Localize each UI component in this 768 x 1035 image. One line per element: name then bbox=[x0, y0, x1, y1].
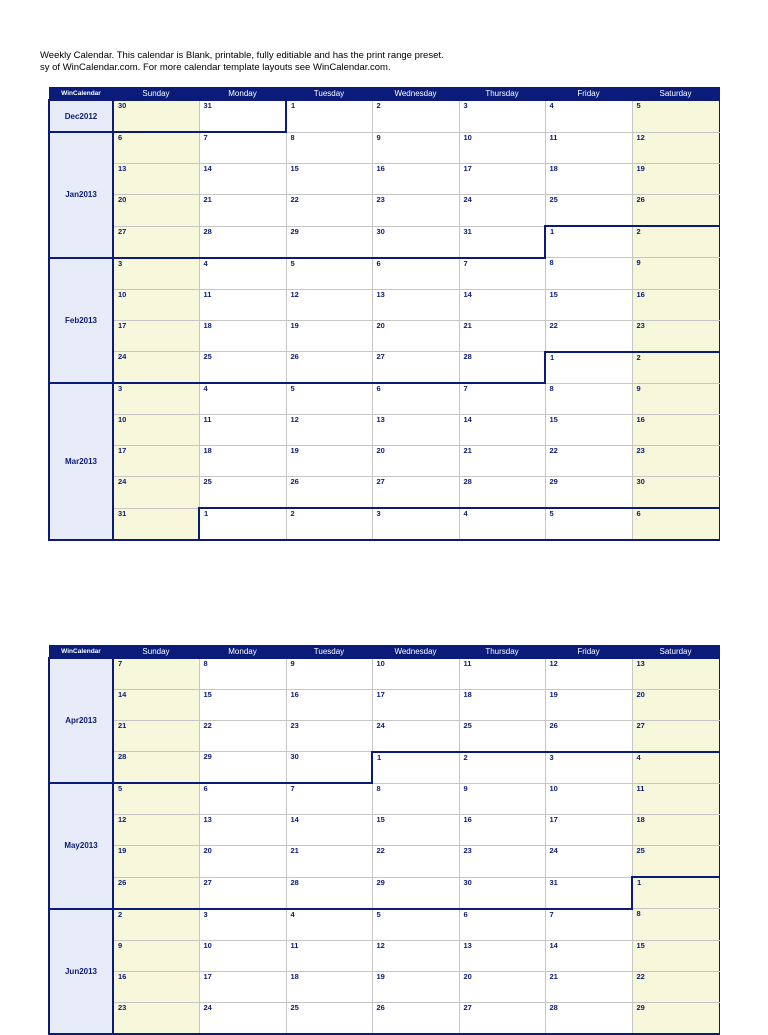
day-cell[interactable]: 23 bbox=[113, 1002, 199, 1034]
day-cell[interactable]: 4 bbox=[286, 909, 372, 941]
intro-line-2: sy of WinCalendar.com. For more calendar template layouts see WinCalendar.com. bbox=[40, 62, 391, 73]
day-cell[interactable]: 11 bbox=[199, 289, 286, 320]
week-row bbox=[49, 477, 719, 509]
day-cell[interactable]: 17 bbox=[372, 689, 459, 720]
day-cell[interactable]: 24 bbox=[113, 477, 199, 509]
day-cell[interactable]: 17 bbox=[545, 815, 632, 846]
day-cell[interactable]: 10 bbox=[459, 132, 545, 164]
day-cell[interactable]: 27 bbox=[632, 720, 719, 752]
day-cell[interactable]: 16 bbox=[459, 815, 545, 846]
day-cell[interactable]: 10 bbox=[545, 783, 632, 815]
day-cell[interactable]: 7 bbox=[459, 383, 545, 415]
day-cell[interactable]: 12 bbox=[632, 132, 719, 164]
day-cell[interactable]: 3 bbox=[113, 258, 199, 290]
week-row bbox=[49, 752, 719, 784]
day-cell[interactable]: 30 bbox=[113, 100, 199, 132]
day-cell[interactable]: 31 bbox=[113, 508, 199, 540]
week-row bbox=[49, 909, 719, 941]
day-cell[interactable]: 15 bbox=[199, 689, 286, 720]
day-cell[interactable]: 27 bbox=[372, 352, 459, 384]
day-cell[interactable]: 31 bbox=[459, 226, 545, 258]
day-cell[interactable]: 14 bbox=[286, 815, 372, 846]
day-header-friday: Friday bbox=[545, 646, 632, 659]
day-cell[interactable]: 23 bbox=[286, 720, 372, 752]
day-cell[interactable]: 27 bbox=[372, 477, 459, 509]
day-cell[interactable]: 19 bbox=[113, 846, 199, 878]
day-cell[interactable]: 20 bbox=[632, 689, 719, 720]
day-cell[interactable]: 19 bbox=[286, 320, 372, 352]
day-cell[interactable]: 10 bbox=[372, 658, 459, 689]
day-cell[interactable]: 12 bbox=[545, 658, 632, 689]
day-cell[interactable]: 22 bbox=[545, 446, 632, 477]
day-cell[interactable]: 2 bbox=[632, 226, 719, 258]
day-cell[interactable]: 9 bbox=[286, 658, 372, 689]
day-cell[interactable]: 1 bbox=[372, 752, 459, 784]
month-label: Feb2013 bbox=[49, 258, 113, 384]
day-header-tuesday: Tuesday bbox=[286, 646, 372, 659]
day-header-sunday: Sunday bbox=[113, 88, 199, 101]
day-cell[interactable]: 24 bbox=[372, 720, 459, 752]
day-cell[interactable]: 22 bbox=[372, 846, 459, 878]
day-cell[interactable]: 26 bbox=[372, 1002, 459, 1034]
week-row bbox=[49, 783, 719, 815]
day-cell[interactable]: 18 bbox=[199, 320, 286, 352]
month-label: Apr2013 bbox=[49, 658, 113, 783]
day-cell[interactable]: 25 bbox=[459, 720, 545, 752]
day-cell[interactable]: 18 bbox=[632, 815, 719, 846]
day-cell[interactable]: 27 bbox=[199, 877, 286, 909]
day-cell[interactable]: 5 bbox=[545, 508, 632, 540]
day-cell[interactable]: 10 bbox=[113, 289, 199, 320]
day-cell[interactable]: 3 bbox=[113, 383, 199, 415]
day-cell[interactable]: 28 bbox=[459, 477, 545, 509]
day-cell[interactable]: 5 bbox=[286, 383, 372, 415]
week-row bbox=[49, 971, 719, 1002]
day-cell[interactable]: 9 bbox=[632, 383, 719, 415]
week-row bbox=[49, 132, 719, 164]
day-cell[interactable]: 11 bbox=[459, 658, 545, 689]
day-cell[interactable]: 7 bbox=[286, 783, 372, 815]
day-cell[interactable]: 30 bbox=[632, 477, 719, 509]
day-cell[interactable]: 2 bbox=[286, 508, 372, 540]
day-cell[interactable]: 17 bbox=[199, 971, 286, 1002]
day-cell[interactable]: 14 bbox=[113, 689, 199, 720]
day-cell[interactable]: 8 bbox=[286, 132, 372, 164]
day-cell[interactable]: 19 bbox=[286, 446, 372, 477]
week-row bbox=[49, 446, 719, 477]
day-header-thursday: Thursday bbox=[459, 646, 545, 659]
day-cell[interactable]: 3 bbox=[372, 508, 459, 540]
day-cell[interactable]: 7 bbox=[459, 258, 545, 290]
day-cell[interactable]: 22 bbox=[545, 320, 632, 352]
day-cell[interactable]: 6 bbox=[632, 508, 719, 540]
day-cell[interactable]: 15 bbox=[632, 940, 719, 971]
day-cell[interactable]: 12 bbox=[113, 815, 199, 846]
day-cell[interactable]: 12 bbox=[372, 940, 459, 971]
day-cell[interactable]: 16 bbox=[372, 164, 459, 195]
day-cell[interactable]: 31 bbox=[545, 877, 632, 909]
week-row bbox=[49, 940, 719, 971]
day-cell[interactable]: 25 bbox=[199, 352, 286, 384]
day-cell[interactable]: 26 bbox=[286, 477, 372, 509]
week-row bbox=[49, 289, 719, 320]
week-row bbox=[49, 846, 719, 878]
day-cell[interactable]: 2 bbox=[113, 909, 199, 941]
day-cell[interactable]: 29 bbox=[199, 752, 286, 784]
day-cell[interactable]: 23 bbox=[459, 846, 545, 878]
day-header-wednesday: Wednesday bbox=[372, 646, 459, 659]
day-cell[interactable]: 20 bbox=[459, 971, 545, 1002]
day-cell[interactable]: 25 bbox=[545, 195, 632, 227]
day-cell[interactable]: 22 bbox=[199, 720, 286, 752]
day-cell[interactable]: 21 bbox=[459, 446, 545, 477]
month-label: May2013 bbox=[49, 783, 113, 909]
week-row bbox=[49, 383, 719, 415]
day-cell[interactable]: 14 bbox=[199, 164, 286, 195]
calendar-table-1 bbox=[48, 87, 720, 541]
day-cell[interactable]: 24 bbox=[113, 352, 199, 384]
day-cell[interactable]: 21 bbox=[545, 971, 632, 1002]
day-cell[interactable]: 7 bbox=[545, 909, 632, 941]
day-cell[interactable]: 28 bbox=[459, 352, 545, 384]
day-cell[interactable]: 8 bbox=[372, 783, 459, 815]
day-cell[interactable]: 16 bbox=[113, 971, 199, 1002]
day-cell[interactable]: 13 bbox=[459, 940, 545, 971]
day-cell[interactable]: 18 bbox=[286, 971, 372, 1002]
day-cell[interactable]: 24 bbox=[545, 846, 632, 878]
day-cell[interactable]: 27 bbox=[113, 226, 199, 258]
day-cell[interactable]: 11 bbox=[199, 415, 286, 446]
week-row bbox=[49, 195, 719, 227]
day-cell[interactable]: 7 bbox=[199, 132, 286, 164]
day-cell[interactable]: 7 bbox=[113, 658, 199, 689]
day-cell[interactable]: 17 bbox=[113, 320, 199, 352]
day-cell[interactable]: 8 bbox=[545, 383, 632, 415]
day-cell[interactable]: 15 bbox=[286, 164, 372, 195]
day-cell[interactable]: 30 bbox=[372, 226, 459, 258]
day-header-wednesday: Wednesday bbox=[372, 88, 459, 101]
intro-text bbox=[40, 50, 760, 74]
day-cell[interactable]: 15 bbox=[545, 415, 632, 446]
day-cell[interactable]: 18 bbox=[199, 446, 286, 477]
week-row bbox=[49, 258, 719, 290]
day-cell[interactable]: 12 bbox=[286, 415, 372, 446]
day-cell[interactable]: 29 bbox=[372, 877, 459, 909]
day-cell[interactable]: 20 bbox=[372, 320, 459, 352]
day-cell[interactable]: 11 bbox=[632, 783, 719, 815]
day-cell[interactable]: 4 bbox=[545, 100, 632, 132]
day-cell[interactable]: 29 bbox=[286, 226, 372, 258]
day-cell[interactable]: 24 bbox=[199, 1002, 286, 1034]
week-row bbox=[49, 320, 719, 352]
day-cell[interactable]: 2 bbox=[459, 752, 545, 784]
day-cell[interactable]: 5 bbox=[632, 100, 719, 132]
day-cell[interactable]: 21 bbox=[459, 320, 545, 352]
day-cell[interactable]: 22 bbox=[632, 971, 719, 1002]
day-cell[interactable]: 4 bbox=[459, 508, 545, 540]
day-cell[interactable]: 27 bbox=[459, 1002, 545, 1034]
day-cell[interactable]: 6 bbox=[113, 132, 199, 164]
day-cell[interactable]: 1 bbox=[286, 100, 372, 132]
day-cell[interactable]: 4 bbox=[199, 258, 286, 290]
day-cell[interactable]: 6 bbox=[459, 909, 545, 941]
week-row bbox=[49, 352, 719, 384]
week-row bbox=[49, 815, 719, 846]
day-cell[interactable]: 5 bbox=[372, 909, 459, 941]
day-cell[interactable]: 19 bbox=[372, 971, 459, 1002]
day-cell[interactable]: 16 bbox=[286, 689, 372, 720]
day-cell[interactable]: 13 bbox=[372, 415, 459, 446]
day-cell[interactable]: 20 bbox=[372, 446, 459, 477]
week-row bbox=[49, 415, 719, 446]
day-cell[interactable]: 10 bbox=[199, 940, 286, 971]
day-cell[interactable]: 26 bbox=[545, 720, 632, 752]
day-cell[interactable]: 15 bbox=[545, 289, 632, 320]
week-row bbox=[49, 508, 719, 540]
calendar-table-2 bbox=[48, 645, 720, 1035]
day-cell[interactable]: 1 bbox=[545, 352, 632, 384]
week-row bbox=[49, 1002, 719, 1034]
day-cell[interactable]: 9 bbox=[113, 940, 199, 971]
day-cell[interactable]: 28 bbox=[286, 877, 372, 909]
day-cell[interactable]: 20 bbox=[199, 846, 286, 878]
month-label: Mar2013 bbox=[49, 383, 113, 540]
day-cell[interactable]: 5 bbox=[286, 258, 372, 290]
day-cell[interactable]: 5 bbox=[113, 783, 199, 815]
day-cell[interactable]: 2 bbox=[632, 352, 719, 384]
month-label: Jan2013 bbox=[49, 132, 113, 258]
day-cell[interactable]: 18 bbox=[545, 164, 632, 195]
day-cell[interactable]: 24 bbox=[459, 195, 545, 227]
day-header-monday: Monday bbox=[199, 646, 286, 659]
day-cell[interactable]: 30 bbox=[459, 877, 545, 909]
week-row bbox=[49, 877, 719, 909]
day-cell[interactable]: 1 bbox=[545, 226, 632, 258]
day-cell[interactable]: 6 bbox=[372, 383, 459, 415]
day-cell[interactable]: 2 bbox=[372, 100, 459, 132]
day-cell[interactable]: 3 bbox=[199, 909, 286, 941]
day-cell[interactable]: 26 bbox=[632, 195, 719, 227]
day-cell[interactable]: 1 bbox=[632, 877, 719, 909]
day-cell[interactable]: 25 bbox=[632, 846, 719, 878]
day-cell[interactable]: 21 bbox=[199, 195, 286, 227]
brand-header: WinCalendar bbox=[49, 88, 113, 101]
day-cell[interactable]: 23 bbox=[632, 320, 719, 352]
week-row bbox=[49, 100, 719, 132]
day-cell[interactable]: 26 bbox=[113, 877, 199, 909]
day-header-saturday: Saturday bbox=[632, 88, 719, 101]
day-cell[interactable]: 21 bbox=[113, 720, 199, 752]
day-cell[interactable]: 13 bbox=[372, 289, 459, 320]
brand-header: WinCalendar bbox=[49, 646, 113, 659]
day-cell[interactable]: 13 bbox=[113, 164, 199, 195]
intro-line-1: Weekly Calendar. This calendar is Blank, printable, fully editiable and has the print range preset. bbox=[40, 50, 444, 61]
day-cell[interactable]: 14 bbox=[459, 289, 545, 320]
day-cell[interactable]: 15 bbox=[372, 815, 459, 846]
week-row bbox=[49, 658, 719, 689]
month-label: Jun2013 bbox=[49, 909, 113, 1034]
header-row bbox=[49, 646, 719, 659]
day-cell[interactable]: 4 bbox=[199, 383, 286, 415]
week-row bbox=[49, 164, 719, 195]
day-cell[interactable]: 21 bbox=[286, 846, 372, 878]
day-cell[interactable]: 31 bbox=[199, 100, 286, 132]
day-cell[interactable]: 13 bbox=[199, 815, 286, 846]
day-cell[interactable]: 19 bbox=[632, 164, 719, 195]
day-cell[interactable]: 1 bbox=[199, 508, 286, 540]
day-cell[interactable]: 17 bbox=[459, 164, 545, 195]
day-cell[interactable]: 14 bbox=[545, 940, 632, 971]
day-cell[interactable]: 25 bbox=[199, 477, 286, 509]
day-cell[interactable]: 20 bbox=[113, 195, 199, 227]
day-cell[interactable]: 9 bbox=[632, 258, 719, 290]
day-cell[interactable]: 4 bbox=[632, 752, 719, 784]
header-row bbox=[49, 88, 719, 101]
day-cell[interactable]: 16 bbox=[632, 415, 719, 446]
day-cell[interactable]: 6 bbox=[199, 783, 286, 815]
day-cell[interactable]: 25 bbox=[286, 1002, 372, 1034]
day-cell[interactable]: 23 bbox=[632, 446, 719, 477]
day-cell[interactable]: 18 bbox=[459, 689, 545, 720]
day-cell[interactable]: 29 bbox=[545, 477, 632, 509]
month-label: Dec2012 bbox=[49, 100, 113, 132]
day-cell[interactable]: 11 bbox=[545, 132, 632, 164]
day-cell[interactable]: 14 bbox=[459, 415, 545, 446]
day-cell[interactable]: 8 bbox=[632, 909, 719, 941]
day-header-thursday: Thursday bbox=[459, 88, 545, 101]
day-cell[interactable]: 23 bbox=[372, 195, 459, 227]
day-header-sunday: Sunday bbox=[113, 646, 199, 659]
day-cell[interactable]: 28 bbox=[113, 752, 199, 784]
day-cell[interactable]: 11 bbox=[286, 940, 372, 971]
day-cell[interactable]: 12 bbox=[286, 289, 372, 320]
day-cell[interactable]: 9 bbox=[459, 783, 545, 815]
day-header-friday: Friday bbox=[545, 88, 632, 101]
week-row bbox=[49, 720, 719, 752]
day-cell[interactable]: 16 bbox=[632, 289, 719, 320]
day-cell[interactable]: 9 bbox=[372, 132, 459, 164]
day-cell[interactable]: 8 bbox=[545, 258, 632, 290]
day-cell[interactable]: 3 bbox=[545, 752, 632, 784]
day-cell[interactable]: 26 bbox=[286, 352, 372, 384]
day-cell[interactable]: 22 bbox=[286, 195, 372, 227]
day-header-saturday: Saturday bbox=[632, 646, 719, 659]
day-cell[interactable]: 17 bbox=[113, 446, 199, 477]
day-cell[interactable]: 28 bbox=[545, 1002, 632, 1034]
day-header-monday: Monday bbox=[199, 88, 286, 101]
day-cell[interactable]: 6 bbox=[372, 258, 459, 290]
day-cell[interactable]: 8 bbox=[199, 658, 286, 689]
day-cell[interactable]: 28 bbox=[199, 226, 286, 258]
day-cell[interactable]: 13 bbox=[632, 658, 719, 689]
week-row bbox=[49, 226, 719, 258]
day-header-tuesday: Tuesday bbox=[286, 88, 372, 101]
day-cell[interactable]: 10 bbox=[113, 415, 199, 446]
day-cell[interactable]: 19 bbox=[545, 689, 632, 720]
day-cell[interactable]: 29 bbox=[632, 1002, 719, 1034]
week-row bbox=[49, 689, 719, 720]
day-cell[interactable]: 3 bbox=[459, 100, 545, 132]
day-cell[interactable]: 30 bbox=[286, 752, 372, 784]
